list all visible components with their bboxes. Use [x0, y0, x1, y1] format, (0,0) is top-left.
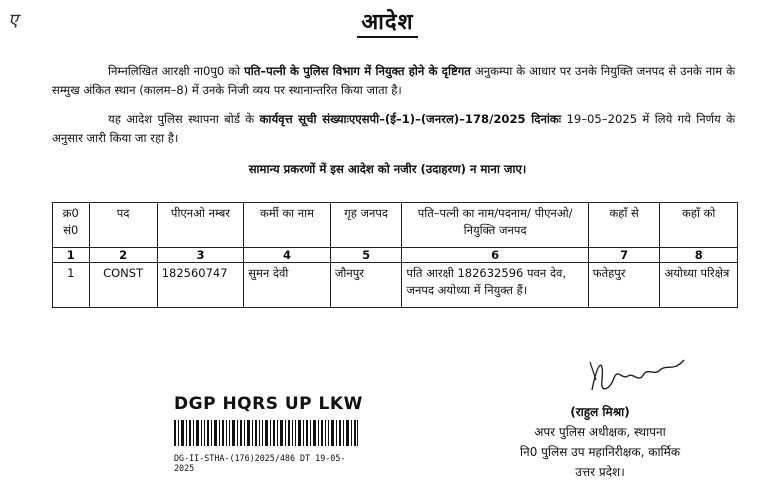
cell-spouse-details: पति आरक्षी 182632596 पवन देव, जनपद अयोध्या में नियुक्त हैं।	[402, 263, 588, 308]
para2-text-b: 19–05–2025 में लिये गये निर्णय के अनुसार जारी किया जा रहा है।	[52, 112, 736, 145]
para1-text-a: निम्नलिखित आरक्षी ना0पु0 को	[108, 64, 245, 78]
signatory-designation-3: उत्तर प्रदेश।	[575, 465, 625, 479]
column-number: 6	[402, 248, 588, 263]
table-row	[53, 263, 738, 308]
cell-pno: 182560747	[157, 263, 244, 308]
document-title-text: आदेश	[357, 10, 417, 38]
hq-stamp	[174, 394, 364, 473]
cell-serial: 1	[53, 263, 90, 308]
column-number: 2	[89, 248, 157, 263]
header-home-district: गृह जनपद	[330, 203, 402, 248]
handwritten-signature	[584, 350, 694, 400]
cell-post: CONST	[89, 263, 157, 308]
cell-home-district: जौनपुर	[330, 263, 402, 308]
header-name: कर्मी का नाम	[244, 203, 331, 248]
header-serial: क्र0 सं0	[53, 203, 90, 248]
column-number: 3	[157, 248, 244, 263]
stamp-code: DG-II-STHA-(176)2025/486 DT 19-05-2025	[174, 453, 346, 473]
para1-bold-text: पति–पत्नी के पुलिस विभाग में नियुक्त होने के दृष्टिगत	[244, 64, 471, 78]
paragraph-3: सामान्य प्रकरणों में इस आदेश को नजीर (उदाहरण) न माना जाए।	[248, 162, 527, 176]
para2-bold-text: कार्यवृत्त सूची संख्याःएएसपी–(ई–1)–(जनरल)–178/2025 दिनांकः	[259, 112, 562, 126]
signatory-name: (राहुल मिश्रा)	[570, 405, 630, 419]
signature-block	[470, 402, 730, 482]
corner-handwritten-mark: ए	[8, 10, 18, 31]
column-number: 1	[53, 248, 90, 263]
transfer-table	[52, 202, 738, 308]
column-number: 4	[244, 248, 331, 263]
header-from: कहाँ से	[588, 203, 660, 248]
signatory-designation-2: नि0 पुलिस उप महानिरीक्षक, कार्मिक	[519, 445, 681, 459]
column-number: 5	[330, 248, 402, 263]
column-number: 8	[660, 248, 738, 263]
document-title	[0, 6, 775, 36]
column-number: 7	[588, 248, 660, 263]
stamp-title: DGP HQRS UP LKW	[174, 394, 363, 414]
header-spouse-details: पति–पत्नी का नाम/पदनाम/ पीएनओ/नियुक्ति जनपद	[402, 203, 588, 248]
para1-text-b: अनुकम्पा के आधार पर उनके नियुक्ति जनपद से उनके नाम के सम्मुख अंकित स्थान (कालम–8) में उनके निजी व्यय पर स्थानान्तरित किया जाता है।	[52, 64, 735, 97]
paragraph-1	[52, 62, 735, 100]
barcode	[174, 420, 358, 446]
para2-text-a: यह आदेश पुलिस स्थापना बोर्ड के	[108, 112, 260, 126]
column-number-row	[53, 248, 738, 263]
cell-from: फतेहपुर	[588, 263, 660, 308]
header-to: कहाँ को	[660, 203, 738, 248]
table-header-row	[53, 203, 738, 248]
header-post: पद	[89, 203, 157, 248]
signatory-designation-1: अपर पुलिस अधीक्षक, स्थापना	[534, 425, 666, 439]
header-pno: पीएनओ नम्बर	[157, 203, 244, 248]
cell-to: अयोध्या परिक्षेत्र	[660, 263, 738, 308]
cell-name: सुमन देवी	[244, 263, 331, 308]
paragraph-2	[52, 110, 735, 148]
